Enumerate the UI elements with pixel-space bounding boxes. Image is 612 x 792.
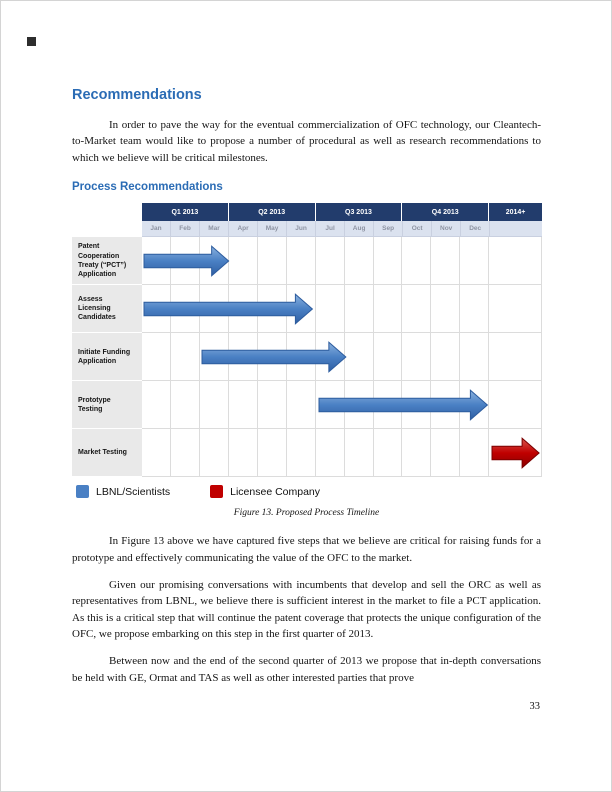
gantt-corner-spacer [72, 203, 142, 237]
gantt-rows [72, 237, 542, 477]
grid-cell [460, 285, 489, 333]
grid-cell [345, 429, 374, 477]
grid-cell [374, 333, 403, 381]
grid-cell [142, 381, 171, 429]
gantt-row [72, 285, 542, 333]
task-label: Initiate Funding Application [72, 333, 142, 381]
page-number: 33 [529, 701, 540, 712]
grid-cell [402, 333, 431, 381]
quarter-header-cell: Q2 2013 [229, 203, 316, 221]
grid-cell [431, 333, 460, 381]
grid-cell [171, 381, 200, 429]
grid-cell [258, 429, 287, 477]
task-track [142, 237, 542, 285]
month-header-cell [490, 221, 542, 236]
gantt-row [72, 333, 542, 381]
paragraph-figure-summary: In Figure 13 above we have captured five steps that we believe are critical for raising funds for a prototype and effectively communicating the value of the OFC to the market. [72, 535, 541, 564]
grid-cell [345, 237, 374, 285]
grid-cell [374, 285, 403, 333]
legend-label: LBNL/Scientists [96, 485, 171, 498]
task-track [142, 429, 542, 477]
legend-swatch [210, 485, 223, 498]
grid-cell [431, 285, 460, 333]
figure-caption: Figure 13. Proposed Process Timeline [233, 508, 380, 519]
intro-paragraph: In order to pave the way for the eventual commercialization of OFC technology, our Cleantech-to-Market team would like to propose a number of procedural as well as research recommendations to which we believe will be critical milestones. [72, 119, 541, 164]
month-header-cell: Jul [316, 221, 345, 236]
task-bar-arrow [201, 341, 347, 373]
month-header-row [142, 221, 542, 237]
grid-cell [258, 237, 287, 285]
grid-cell [287, 381, 316, 429]
grid-cell [489, 237, 542, 285]
grid-cell [460, 237, 489, 285]
month-header-cell: Feb [171, 221, 200, 236]
grid-cell [316, 237, 345, 285]
grid-cell [402, 429, 431, 477]
task-bar-arrow [318, 389, 488, 421]
grid-cell [402, 285, 431, 333]
legend-swatch [76, 485, 89, 498]
grid-cell [402, 237, 431, 285]
paragraph-pct-rationale: Given our promising conversations with incumbents that develop and sell the ORC as well as representatives from LBNL, we believe there is sufficient interest in the market to file a PCT application. As this is a critical step that will continue the patent coverage that protects the unique configuration of the OFC, we propose embarking on this step in the first quarter of 2013. [72, 578, 541, 640]
subsection-heading: Process Recommendations [72, 181, 223, 194]
grid-cell [460, 429, 489, 477]
grid-cell [316, 285, 345, 333]
task-track [142, 381, 542, 429]
grid-cell [229, 429, 258, 477]
grid-cell [345, 333, 374, 381]
legend-label: Licensee Company [230, 485, 321, 498]
month-header-cell: Oct [403, 221, 432, 236]
grid-cell [287, 429, 316, 477]
grid-cell [460, 333, 489, 381]
grid-cell [171, 429, 200, 477]
grid-cells [142, 429, 542, 477]
grid-cell [200, 429, 229, 477]
grid-cell [171, 333, 200, 381]
legend-item [210, 485, 320, 498]
gantt-chart [72, 203, 542, 477]
section-heading: Recommendations [72, 87, 202, 103]
month-header-cell: May [258, 221, 287, 236]
grid-cell [142, 429, 171, 477]
month-header-cell: Jun [287, 221, 316, 236]
task-bar-arrow [143, 245, 230, 277]
month-header-cell: Nov [432, 221, 461, 236]
month-header-cell: Aug [345, 221, 374, 236]
quarter-header-row [142, 203, 542, 221]
quarter-header-cell: 2014+ [489, 203, 542, 221]
month-header-cell: Sep [374, 221, 403, 236]
grid-cell [345, 285, 374, 333]
task-label: Market Testing [72, 429, 142, 477]
page-artifact-mark [27, 37, 36, 46]
gantt-row [72, 429, 542, 477]
task-bar-arrow [491, 437, 540, 469]
grid-cell [374, 237, 403, 285]
grid-cell [431, 429, 460, 477]
grid-cell [200, 381, 229, 429]
gantt-header [72, 203, 542, 237]
grid-cell [489, 381, 542, 429]
month-header-cell: Mar [200, 221, 229, 236]
paragraph-conversations: Between now and the end of the second quarter of 2013 we propose that in-depth conversations be held with GE, Ormat and TAS as well as other interested parties that prove [72, 655, 541, 684]
quarter-header-cell: Q4 2013 [402, 203, 489, 221]
task-label: Prototype Testing [72, 381, 142, 429]
task-label: Assess Licensing Candidates [72, 285, 142, 333]
grid-cell [142, 333, 171, 381]
grid-cell [431, 237, 460, 285]
task-label: Patent Cooperation Treaty (“PCT”) Application [72, 237, 142, 285]
chart-legend [76, 485, 541, 498]
process-timeline-figure [72, 203, 541, 518]
month-header-cell: Dec [461, 221, 490, 236]
grid-cell [258, 381, 287, 429]
legend-item [76, 485, 170, 498]
task-track [142, 285, 542, 333]
grid-cell [489, 333, 542, 381]
grid-cell [229, 381, 258, 429]
grid-cell [374, 429, 403, 477]
grid-cell [489, 285, 542, 333]
grid-cell [287, 237, 316, 285]
month-header-cell: Apr [229, 221, 258, 236]
gantt-row [72, 381, 542, 429]
task-track [142, 333, 542, 381]
grid-cell [316, 429, 345, 477]
gantt-row [72, 237, 542, 285]
gantt-header-columns [142, 203, 542, 237]
month-header-cell: Jan [142, 221, 171, 236]
task-bar-arrow [143, 293, 313, 325]
quarter-header-cell: Q1 2013 [142, 203, 229, 221]
quarter-header-cell: Q3 2013 [316, 203, 403, 221]
grid-cell [229, 237, 258, 285]
